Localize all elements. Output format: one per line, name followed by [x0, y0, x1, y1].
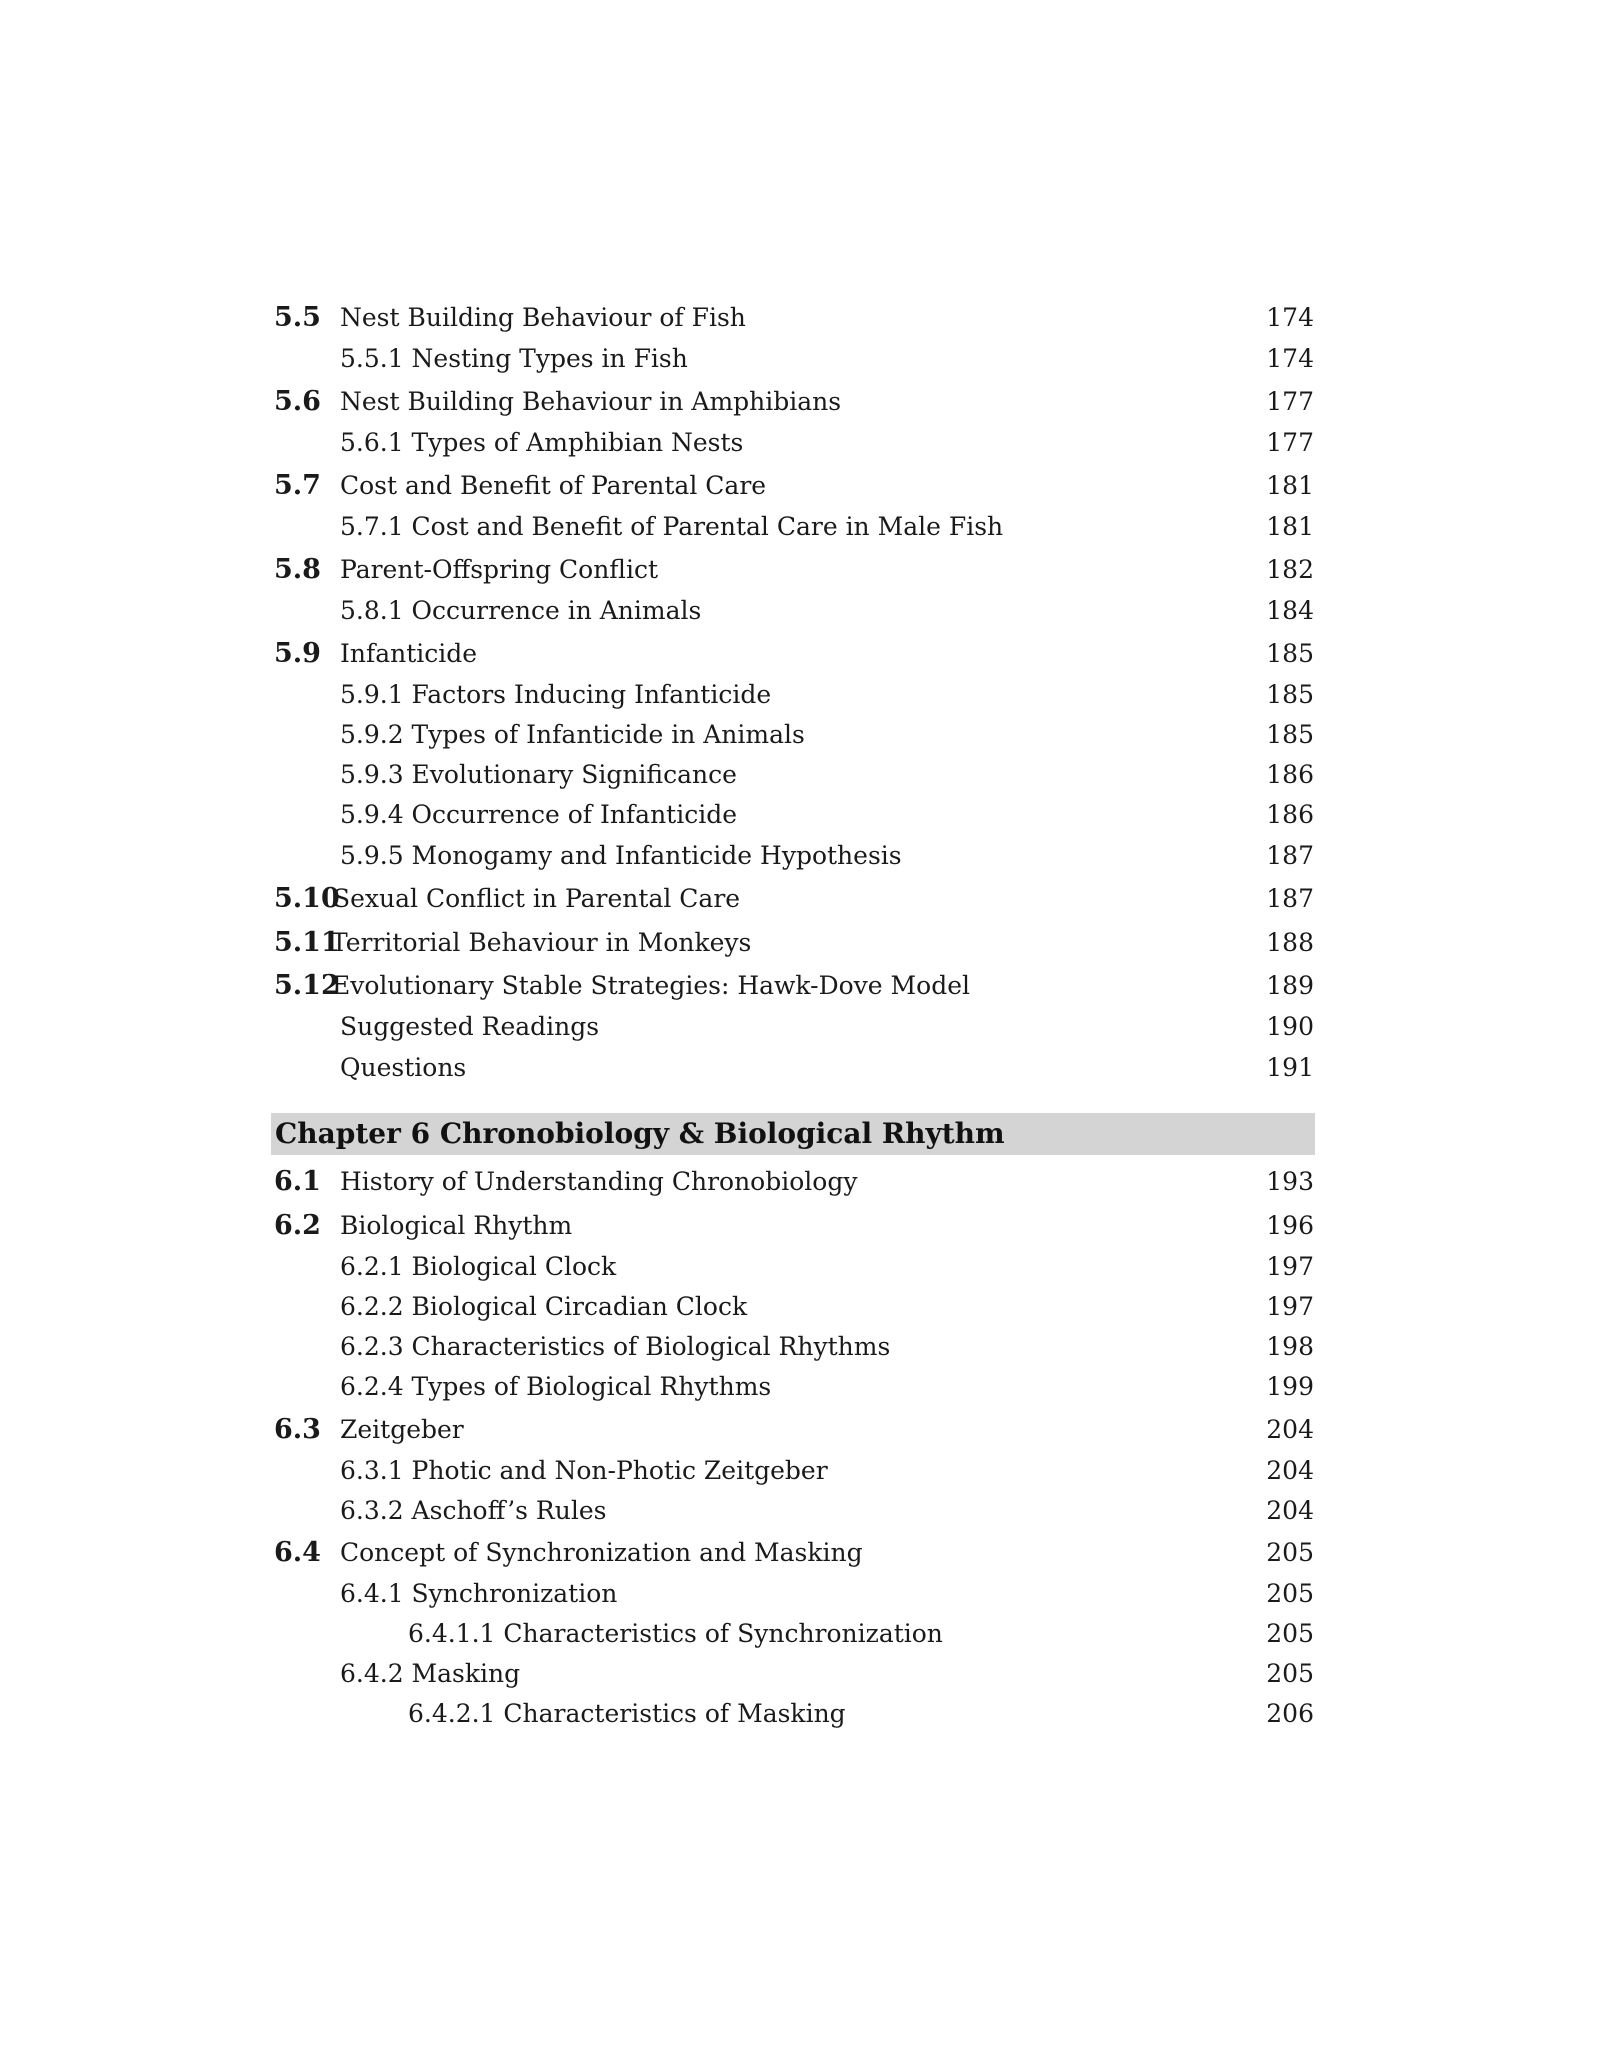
subsection-title: 5.9.1 Factors Inducing Infanticide [340, 680, 772, 709]
subsection-title: 5.9.5 Monogamy and Infanticide Hypothesis [340, 841, 902, 870]
subsection-title: 5.9.2 Types of Infanticide in Animals [340, 720, 805, 749]
section-number: 6.3 [274, 1414, 321, 1445]
page-number: 187 [1266, 884, 1314, 913]
section-number: 5.10 [274, 883, 340, 914]
toc-entry-6-2-2[interactable] [274, 1290, 1318, 1324]
subsection-title: 5.9.4 Occurrence of Infanticide [340, 800, 738, 829]
toc-entry-5-9-3[interactable] [274, 758, 1318, 792]
toc-entry-5-7[interactable] [274, 469, 1318, 503]
toc-entry-suggested-readings[interactable] [274, 1010, 1318, 1044]
section-number: 5.5 [274, 302, 321, 333]
toc-entry-5-5[interactable] [274, 301, 1318, 335]
subsection-title: 6.3.2 Aschoff’s Rules [340, 1496, 607, 1525]
toc-entry-6-2-4[interactable] [274, 1370, 1318, 1404]
toc-entry-5-6-1[interactable] [274, 426, 1318, 460]
toc-entry-5-7-1[interactable] [274, 510, 1318, 544]
page-number: 188 [1266, 928, 1314, 957]
page-number: 205 [1266, 1619, 1314, 1648]
section-number: 6.1 [274, 1166, 321, 1197]
subsection-title: 5.7.1 Cost and Benefit of Parental Care in Male Fish [340, 512, 1004, 541]
toc-entry-6-2-1[interactable] [274, 1250, 1318, 1284]
toc-entry-6-4-1[interactable] [274, 1577, 1318, 1611]
section-number: 5.6 [274, 386, 321, 417]
page-number: 204 [1266, 1496, 1314, 1525]
page-number: 186 [1266, 760, 1314, 789]
section-number: 6.2 [274, 1210, 321, 1241]
toc-entry-5-6[interactable] [274, 385, 1318, 419]
page-number: 190 [1266, 1012, 1314, 1041]
section-title: Parent-Offspring Conflict [340, 555, 659, 584]
page-number: 196 [1266, 1211, 1314, 1240]
toc-entry-5-9-1[interactable] [274, 678, 1318, 712]
section-title: Zeitgeber [340, 1415, 464, 1444]
section-title: Territorial Behaviour in Monkeys [331, 928, 752, 957]
section-title: Biological Rhythm [340, 1211, 573, 1240]
section-title: Infanticide [340, 639, 478, 668]
page-number: 206 [1266, 1699, 1314, 1728]
section-number: 6.4 [274, 1537, 321, 1568]
chapter-title: Chapter 6 Chronobiology & Biological Rhythm [275, 1117, 1005, 1150]
page-number: 189 [1266, 971, 1314, 1000]
toc-entry-6-4-2-1[interactable] [274, 1697, 1318, 1731]
page-number: 204 [1266, 1415, 1314, 1444]
toc-entry-6-2-3[interactable] [274, 1330, 1318, 1364]
page-number: 205 [1266, 1538, 1314, 1567]
toc-entry-5-5-1[interactable] [274, 342, 1318, 376]
page-number: 191 [1266, 1053, 1314, 1082]
toc-entry-5-9[interactable] [274, 637, 1318, 671]
subsection-title: 6.4.2 Masking [340, 1659, 521, 1688]
page-number: 205 [1266, 1659, 1314, 1688]
toc-entry-questions[interactable] [274, 1051, 1318, 1085]
subsection-title: 5.9.3 Evolutionary Significance [340, 760, 737, 789]
section-number: 5.8 [274, 554, 321, 585]
toc-entry-5-12[interactable] [274, 969, 1318, 1003]
subsubsection-title: 6.4.2.1 Characteristics of Masking [408, 1699, 846, 1728]
toc-entry-5-11[interactable] [274, 926, 1318, 960]
page-number: 185 [1266, 720, 1314, 749]
toc-entry-6-4-1-1[interactable] [274, 1617, 1318, 1651]
page-number: 184 [1266, 596, 1314, 625]
entry-title: Suggested Readings [340, 1012, 600, 1041]
toc-entry-6-3[interactable] [274, 1413, 1318, 1447]
subsection-title: 6.2.1 Biological Clock [340, 1252, 617, 1281]
subsection-title: 5.8.1 Occurrence in Animals [340, 596, 702, 625]
page-number: 177 [1266, 387, 1314, 416]
toc-entry-6-3-1[interactable] [274, 1454, 1318, 1488]
section-number: 5.11 [274, 927, 340, 958]
page-number: 181 [1266, 512, 1314, 541]
page-number: 199 [1266, 1372, 1314, 1401]
subsection-title: 6.2.2 Biological Circadian Clock [340, 1292, 748, 1321]
toc-entry-5-8-1[interactable] [274, 594, 1318, 628]
section-number: 5.12 [274, 970, 340, 1001]
section-number: 5.9 [274, 638, 321, 669]
toc-entry-6-4[interactable] [274, 1536, 1318, 1570]
page-number: 198 [1266, 1332, 1314, 1361]
subsection-title: 5.5.1 Nesting Types in Fish [340, 344, 688, 373]
page-number: 181 [1266, 471, 1314, 500]
page-number: 177 [1266, 428, 1314, 457]
subsection-title: 6.4.1 Synchronization [340, 1579, 618, 1608]
page-number: 204 [1266, 1456, 1314, 1485]
subsection-title: 6.3.1 Photic and Non-Photic Zeitgeber [340, 1456, 828, 1485]
toc-entry-5-9-2[interactable] [274, 718, 1318, 752]
page-number: 193 [1266, 1167, 1314, 1196]
subsection-title: 6.2.4 Types of Biological Rhythms [340, 1372, 772, 1401]
subsection-title: 5.6.1 Types of Amphibian Nests [340, 428, 744, 457]
page-number: 186 [1266, 800, 1314, 829]
page-number: 197 [1266, 1292, 1314, 1321]
page-number: 197 [1266, 1252, 1314, 1281]
toc-entry-6-2[interactable] [274, 1209, 1318, 1243]
toc-entry-6-4-2[interactable] [274, 1657, 1318, 1691]
toc-entry-6-1[interactable] [274, 1165, 1318, 1199]
section-title: History of Understanding Chronobiology [340, 1167, 858, 1196]
page-number: 185 [1266, 639, 1314, 668]
toc-entry-5-9-4[interactable] [274, 798, 1318, 832]
section-title: Nest Building Behaviour of Fish [340, 303, 746, 332]
toc-entry-5-9-5[interactable] [274, 839, 1318, 873]
entry-title: Questions [340, 1053, 467, 1082]
subsection-title: 6.2.3 Characteristics of Biological Rhythms [340, 1332, 891, 1361]
page-number: 182 [1266, 555, 1314, 584]
subsubsection-title: 6.4.1.1 Characteristics of Synchronization [408, 1619, 943, 1648]
page-number: 174 [1266, 303, 1314, 332]
page-number: 174 [1266, 344, 1314, 373]
section-number: 5.7 [274, 470, 321, 501]
chapter-heading[interactable] [271, 1113, 1315, 1155]
page-number: 187 [1266, 841, 1314, 870]
toc-entry-6-3-2[interactable] [274, 1494, 1318, 1528]
section-title: Nest Building Behaviour in Amphibians [340, 387, 842, 416]
page-number: 205 [1266, 1579, 1314, 1608]
toc-entry-5-10[interactable] [274, 882, 1318, 916]
section-title: Concept of Synchronization and Masking [340, 1538, 863, 1567]
page-number: 185 [1266, 680, 1314, 709]
toc-entry-5-8[interactable] [274, 553, 1318, 587]
section-title: Evolutionary Stable Strategies: Hawk-Dove Model [332, 971, 970, 1000]
section-title: Cost and Benefit of Parental Care [340, 471, 767, 500]
section-title: Sexual Conflict in Parental Care [333, 884, 741, 913]
